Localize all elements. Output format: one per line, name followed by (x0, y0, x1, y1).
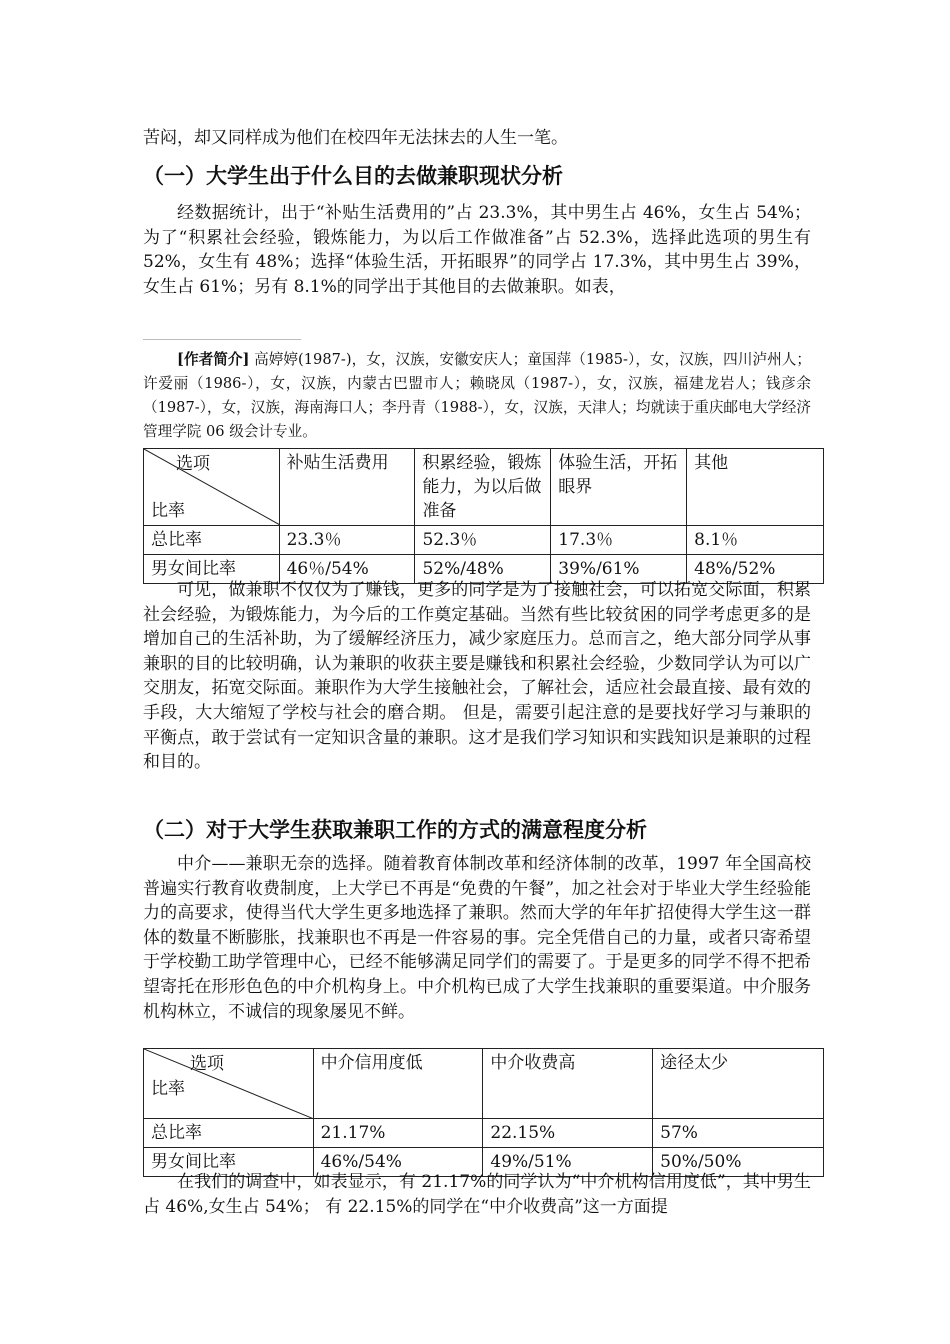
table-cell: 52.3％ (415, 526, 551, 555)
table-cell: 23.3％ (279, 526, 415, 555)
heading-section-1: （一）大学生出于什么目的去做兼职现状分析 (143, 164, 563, 188)
paragraph-section-1-conclusion: 可见，做兼职不仅仅为了赚钱，更多的同学是为了接触社会，可以拓宽交际面，积累社会经验，为锻炼能力，为今后的工作奠定基础。当然有些比较贫困的同学考虑更多的是增加自己的生活补助，为了缓解经济压力，减少家庭压力。总而言之，绝大部分同学从事兼职的目的比较明确，认为兼职的收获主要是赚钱和积累社会经验，少数同学认为可以广交朋友，拓宽交际面。兼职作为大学生接触社会，了解社会，适应社会最直接、最有效的手段，大大缩短了学校与社会的磨合期。 但是，需要引起注意的是要找好学习与兼职的平衡点，敢于尝试有一定知识含量的兼职。这才是我们学习知识和实践知识是兼职的过程和目的。 (143, 580, 811, 773)
table-cell: 49%/51% (483, 1148, 653, 1177)
table-cell: 21.17% (313, 1119, 483, 1148)
purpose-table (143, 448, 824, 584)
corner-label-options: 选项 (176, 454, 210, 474)
table-row (144, 1119, 824, 1148)
footnote-label: [作者简介] (177, 351, 250, 368)
paragraph-intro-tail: 苦闷，却又同样成为他们在校四年无法抹去的人生一笔。 (143, 128, 568, 148)
table-cell: 52%/48% (415, 555, 551, 584)
table-cell: 50%/50% (653, 1148, 824, 1177)
author-footnote (143, 348, 811, 444)
column-header: 中介信用度低 (313, 1049, 483, 1119)
column-header: 途径太少 (653, 1049, 824, 1119)
heading-section-2: （二）对于大学生获取兼职工作的方式的满意程度分析 (143, 818, 647, 842)
agency-satisfaction-table (143, 1048, 824, 1177)
footnote-text: 高婷婷(1987-)，女，汉族，安徽安庆人；童国萍（1985-），女，汉族，四川泸州人；许爱丽（1986-），女，汉族，内蒙古巴盟市人；赖晓凤（1987-），女，汉族，福建龙岩人；钱彦余（1987-），女，汉族，海南海口人；李丹青（1988-），女，汉族，天津人；均就读于重庆邮电大学经济管理学院 06 级会计专业。 (143, 351, 811, 440)
table-cell: 48%/52% (687, 555, 824, 584)
corner-label-rate: 比率 (151, 501, 185, 521)
table-row (144, 526, 824, 555)
column-header: 补贴生活费用 (279, 449, 415, 526)
paragraph-section-2-conclusion: 在我们的调查中，如表显示，有 21.17%的同学认为“中介机构信用度低”，其中男生占 46%,女生占 54%； 有 22.15%的同学在“中介收费高”这一方面提 (143, 1172, 811, 1217)
paragraph-section-2-body: 中介——兼职无奈的选择。随着教育体制改革和经济体制的改革，1997 年全国高校普遍实行教育收费制度，上大学已不再是“免费的午餐”，加之社会对于毕业大学生经验能力的高要求，使得当代大学生更多地选择了兼职。然而大学的年年扩招使得大学生这一群体的数量不断膨胀，找兼职也不再是一件容易的事。完全凭借自己的力量，或者只寄希望于学校勤工助学管理中心，已经不能够满足同学们的需要了。于是更多的同学不得不把希望寄托在形形色色的中介机构身上。中介机构已成了大学生找兼职的重要渠道。中介服务机构林立，不诚信的现象屡见不鲜。 (143, 854, 811, 1022)
column-header: 积累经验，锻炼能力，为以后做准备 (415, 449, 551, 526)
corner-label-options: 选项 (190, 1054, 224, 1074)
table-cell: 22.15% (483, 1119, 653, 1148)
row-label: 男女间比率 (144, 555, 280, 584)
table-cell: 8.1％ (687, 526, 824, 555)
table-cell: 17.3％ (551, 526, 687, 555)
corner-label-rate: 比率 (151, 1079, 185, 1099)
table-cell: 39%/61% (551, 555, 687, 584)
table-cell: 46％/54% (279, 555, 415, 584)
footnote-divider (143, 339, 301, 340)
table-header-row (144, 449, 824, 526)
row-label: 男女间比率 (144, 1148, 314, 1177)
column-header: 中介收费高 (483, 1049, 653, 1119)
row-label: 总比率 (144, 1119, 314, 1148)
row-label: 总比率 (144, 526, 280, 555)
table-corner-cell (144, 449, 280, 526)
table-cell: 57% (653, 1119, 824, 1148)
paragraph-section-1-body: 经数据统计，出于“补贴生活费用的”占 23.3%，其中男生占 46%，女生占 54%；为了“积累社会经验，锻炼能力，为以后工作做准备”占 52.3%，选择此选项的男生有 52%，女生有 48%；选择“体验生活，开拓眼界”的同学占 17.3%，其中男生占 39%，女生占 61%；另有 8.1%的同学出于其他目的去做兼职。如表， (143, 203, 811, 297)
table-corner-cell (144, 1049, 314, 1119)
table-header-row (144, 1049, 824, 1119)
column-header: 其他 (687, 449, 824, 526)
column-header: 体验生活，开拓眼界 (551, 449, 687, 526)
table-cell: 46%/54% (313, 1148, 483, 1177)
